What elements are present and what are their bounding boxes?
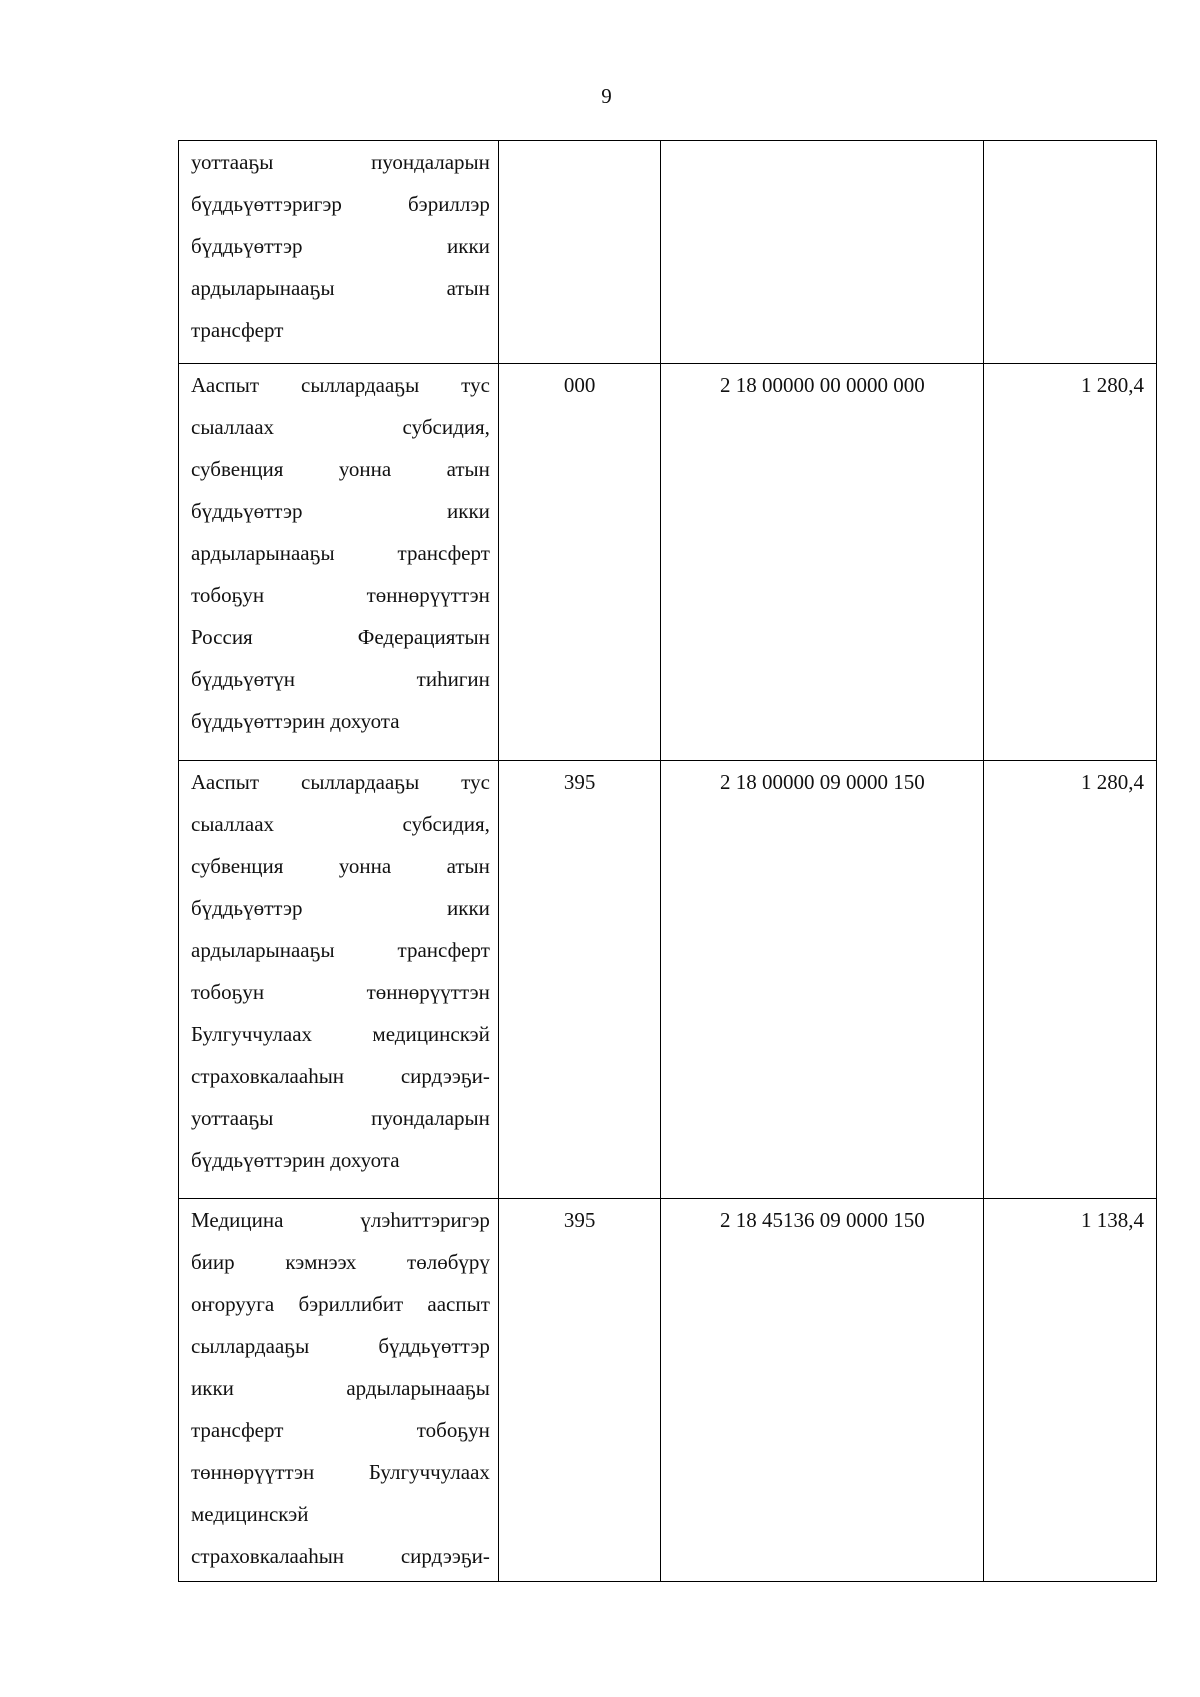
item-name-cell — [179, 761, 499, 1199]
item-name-line: икки ардыларынааҕы — [191, 1376, 490, 1400]
item-name-line: страховкалааһын сирдээҕи- — [191, 1064, 490, 1088]
item-name-line: ардыларынааҕы атын — [191, 276, 490, 300]
item-name-line: төннөрүүттэн Булгуччулаах — [191, 1460, 490, 1484]
admin-code-cell — [498, 141, 660, 364]
item-name-line: бүддьүөттэрин дохуота — [191, 1148, 400, 1172]
budget-code-cell: 2 18 45136 09 0000 150 — [661, 1199, 984, 1582]
item-name-line: субвенция уонна атын — [191, 457, 490, 481]
item-name-line: бүддьүөттэр икки — [191, 234, 490, 258]
item-name-line: бүддьүөттэригэр бэриллэр — [191, 192, 490, 216]
admin-code-cell: 395 — [498, 1199, 660, 1582]
table-row — [179, 761, 1157, 1199]
item-name-line: бүддьүөттэр икки — [191, 896, 490, 920]
item-name-line: тобоҕун төннөрүүттэн — [191, 583, 490, 607]
item-name-line: сыаллаах субсидия, — [191, 415, 490, 439]
item-name-line: трансферт — [191, 318, 284, 342]
item-name-line: биир кэмнээх төлөбүрү — [191, 1250, 490, 1274]
item-name-line: бүддьүөттэр икки — [191, 499, 490, 523]
item-name-cell — [179, 141, 499, 364]
item-name-line: сыллардааҕы бүддьүөттэр — [191, 1334, 490, 1358]
item-name-line: Медицина үлэһиттэригэр — [191, 1208, 490, 1232]
item-name-cell — [179, 1199, 499, 1582]
admin-code-cell: 395 — [498, 761, 660, 1199]
page-number: 9 — [601, 84, 612, 108]
budget-table — [178, 140, 1157, 1582]
table-row — [179, 364, 1157, 761]
amount-cell: 1 280,4 — [984, 364, 1157, 761]
item-name-line: страховкалааһын сирдээҕи- — [191, 1544, 490, 1568]
item-name-line: Булгуччулаах медицинскэй — [191, 1022, 490, 1046]
admin-code-cell: 000 — [498, 364, 660, 761]
item-name-line: медицинскэй — [191, 1502, 309, 1526]
item-name-line: бүддьүөтүн тиһигин — [191, 667, 490, 691]
item-name-line: уоттааҕы пуондаларын — [191, 150, 490, 174]
item-name-line: сыаллаах субсидия, — [191, 812, 490, 836]
item-name-line: Россия Федерациятын — [191, 625, 490, 649]
item-name-line: трансферт тобоҕун — [191, 1418, 490, 1442]
amount-cell: 1 138,4 — [984, 1199, 1157, 1582]
item-name-line: бүддьүөттэрин дохуота — [191, 709, 400, 733]
item-name-line: оҥорууга бэриллибит ааспыт — [191, 1292, 490, 1316]
amount-cell — [984, 141, 1157, 364]
item-name-cell — [179, 364, 499, 761]
amount-cell: 1 280,4 — [984, 761, 1157, 1199]
item-name-line: тобоҕун төннөрүүттэн — [191, 980, 490, 1004]
item-name-line: субвенция уонна атын — [191, 854, 490, 878]
budget-code-cell: 2 18 00000 00 0000 000 — [661, 364, 984, 761]
table-row — [179, 1199, 1157, 1582]
item-name-line: ардыларынааҕы трансферт — [191, 938, 490, 962]
budget-code-cell — [661, 141, 984, 364]
item-name-line: Ааспыт сыллардааҕы тус — [191, 373, 490, 397]
item-name-line: Ааспыт сыллардааҕы тус — [191, 770, 490, 794]
item-name-line: уоттааҕы пуондаларын — [191, 1106, 490, 1130]
budget-code-cell: 2 18 00000 09 0000 150 — [661, 761, 984, 1199]
item-name-line: ардыларынааҕы трансферт — [191, 541, 490, 565]
table-row — [179, 141, 1157, 364]
